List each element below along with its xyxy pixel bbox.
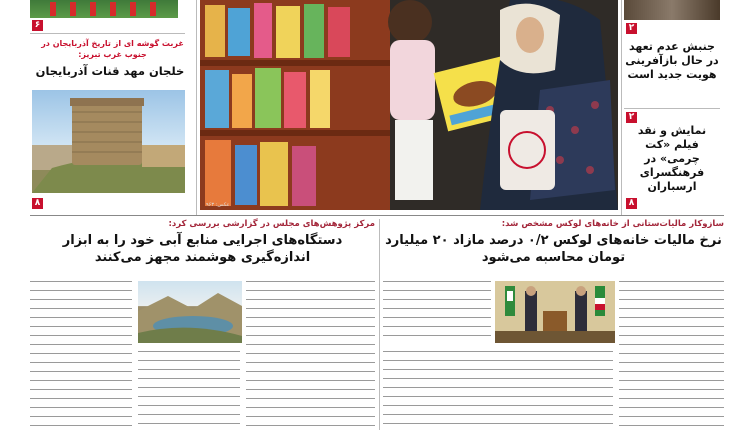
article-body <box>138 347 240 430</box>
page-badge: ۲ <box>626 23 637 34</box>
portrait-photo <box>624 0 720 20</box>
right-column <box>624 0 724 215</box>
football-photo <box>30 0 178 18</box>
page-badge: ۲ <box>626 112 637 123</box>
page-badge: ۸ <box>626 198 637 209</box>
page-badge: ۶ <box>32 20 43 31</box>
article-body <box>30 277 132 430</box>
page-badge: ۸ <box>32 198 43 209</box>
left-column <box>30 0 192 215</box>
article-tax <box>383 219 724 430</box>
meeting-photo <box>495 281 615 343</box>
article-kicker: مرکز پژوهش‌های مجلس در گزارشی بررسی کرد: <box>168 219 375 229</box>
article-body <box>619 277 724 430</box>
story-title: نمایش و نقد فیلم «کت چرمی» در فرهنگسرای ارسباران <box>637 124 707 194</box>
main-photo <box>200 0 618 210</box>
article-title: نرخ مالیات خانه‌های لوکس ۰/۲ درصد مازاد ۲۰ میلیارد تومان محاسبه می‌شود <box>385 233 722 265</box>
dam-photo <box>138 281 242 343</box>
tower-photo <box>32 90 185 193</box>
article-kicker: سازوکار مالیات‌ستانی از خانه‌های لوکس مشخص شد: <box>501 219 724 229</box>
article-body <box>383 277 491 342</box>
article-body <box>246 277 375 430</box>
article-title: دستگاه‌های اجرایی منابع آبی خود را به ابزار اندازه‌گیری هوشمند مجهز می‌کنند <box>62 233 343 265</box>
article-body <box>383 347 613 430</box>
story-kicker: غربت گوشه ای از تاریخ آذربایجان در جنوب غرب تبریز: <box>41 39 184 59</box>
photo-caption: عکس: ۹۶۳ <box>206 202 230 208</box>
story-title: جنبش عدم تعهد در حال بازآفرینی هویت جدید است <box>625 40 719 82</box>
article-water <box>30 219 375 430</box>
story-title: خلجان مهد قنات آذربایجان <box>35 64 185 78</box>
